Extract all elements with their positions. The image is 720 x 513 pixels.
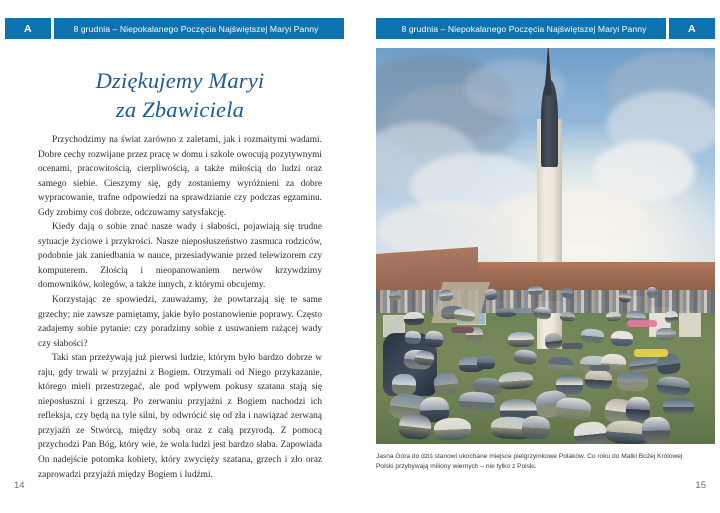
right-running-head-text: 8 grudnia – Niepokalanego Poczęcia Najświętszej Maryi Panny xyxy=(376,18,666,39)
photo-caption: Jasna Góra do dziś stanowi ukochane miejsce pielgrzymkowe Polaków. Co roku do Matki Bożej Królowej Polski przybywają miliony wiernych – nie tylko z Polski. xyxy=(376,453,683,471)
pilgrim-figure xyxy=(405,330,422,344)
pilgrim-figure xyxy=(617,371,648,391)
pilgrim-figure xyxy=(548,356,573,373)
right-page-number: 15 xyxy=(695,480,706,491)
photo-canvas xyxy=(376,48,715,444)
pilgrim-figure xyxy=(398,412,432,441)
pilgrim-figure xyxy=(665,311,679,324)
pilgrim-figure xyxy=(544,332,563,350)
right-running-head xyxy=(376,18,715,39)
pilgrim-figure xyxy=(439,289,454,301)
pilgrim-figure xyxy=(404,311,425,325)
body-paragraph: Taki stan przeżywają już pierwsi ludzie, którym było bardzo dobrze w raju, gdy trwali w przyjaźni z Bogiem. Otrzymali od Niego przykazanie, którego mieli przestrzegać, ale pod wpływem pokusy szatana stają się nieposłuszni i grzeszą. Po zerwaniu przyjaźni z Bogiem nachodzi ich refleksja, czy będą na tyle silni, by odwrócić się od zła i nawiązać zerwaną przyjaźń ze Stwórcą, między sobą oraz z całą przyrodą. Z pomocą przychodzi Pan Bóg, który wie, że wola ludzi jest bardzo słaba. Zapowiada On nadejście potomka kobiety, który zwycięży szatana, grzech i zło oraz zaprowadzi przyjaźń między Bogiem i ludźmi. xyxy=(38,353,322,480)
pilgrim-figure xyxy=(646,287,657,298)
pilgrim-figure xyxy=(663,398,694,415)
body-text-column xyxy=(38,133,322,482)
pilgrim-figure xyxy=(580,328,604,344)
jasna-gora-photo xyxy=(376,48,715,444)
pilgrim-figure xyxy=(389,291,401,300)
pilgrim-figure xyxy=(611,330,633,346)
sleeping-mat xyxy=(562,343,582,349)
left-running-head xyxy=(5,18,344,39)
right-page xyxy=(360,0,720,513)
pilgrim-figure xyxy=(425,331,444,348)
sleeping-mat xyxy=(627,320,658,326)
page-title-line-1: Dziękujemy Maryi xyxy=(95,68,265,94)
pilgrim-figure xyxy=(514,349,538,365)
pilgrim-figure xyxy=(528,285,544,295)
pilgrim-figure xyxy=(391,373,416,395)
left-section-badge: A xyxy=(5,18,51,39)
pilgrim-figure xyxy=(499,371,534,390)
pilgrim-figure xyxy=(573,420,608,444)
pilgrim-figure xyxy=(484,288,497,301)
sleeping-mat xyxy=(634,349,668,357)
pilgrim-figure xyxy=(656,327,676,339)
right-section-badge: A xyxy=(669,18,715,39)
left-page-number: 14 xyxy=(14,480,25,491)
pilgrim-figure xyxy=(477,356,496,370)
body-paragraph: Korzystając ze spowiedzi, zauważamy, że powtarzają się te same grzechy; nie zawsze pamiętamy, jakie było postanowienie poprawy. Często zadajemy sobie pytanie: czy poradzimy sobie z usuwaniem rażącej wady czy słabości? xyxy=(38,295,322,349)
sleeping-mat xyxy=(590,365,610,371)
page-title xyxy=(0,67,360,125)
pilgrim-figure xyxy=(619,293,632,304)
body-paragraph: Kiedy dają o sobie znać nasze wady i słabości, pojawiają się trudne sytuacje życiowe i przykrości. Nasze nieposłuszeństwo zasmuca rodziców, podobnie jak zaniedbania w nauce, przesiadywanie przed telewizorem czy komputerem. Złością i nieopanowaniem nerwów krzywdzimy domowników, kolegów, a także innych, z którymi obcujemy. xyxy=(38,222,322,291)
pilgrim-figure xyxy=(555,396,592,420)
pilgrim-figure xyxy=(560,312,575,322)
sleeping-mat xyxy=(512,308,532,313)
sleeping-mat xyxy=(451,327,475,333)
page-title-line-2: za Zbawiciela xyxy=(115,96,245,122)
pilgrim-figure xyxy=(433,372,460,396)
left-running-head-text: 8 grudnia – Niepokalanego Poczęcia Najświętszej Maryi Panny xyxy=(54,18,344,39)
prostrate-pilgrims xyxy=(376,286,715,444)
pilgrim-figure xyxy=(584,369,612,389)
pilgrim-figure xyxy=(521,415,550,440)
pilgrim-figure xyxy=(642,417,670,444)
pilgrim-figure xyxy=(433,418,471,442)
pilgrim-figure xyxy=(605,311,621,321)
body-paragraph: Przychodzimy na świat zarówno z zaletami, jak i rozmaitymi wadami. Dobre cechy rozwijane przez pracę w domu i szkole owocują pozytywnymi ocenami, pracowitością, cierpliwością, a także miłością do ludzi oraz samego siebie. Cieszymy się, gdy zostaniemy wyróżnieni za dobre wypracowanie, trafne odpowiedzi na sprawdzianie czy podczas egzaminu. Gdy zrobimy coś dobrze, odczuwamy satysfakcję. xyxy=(38,135,322,218)
pilgrim-figure xyxy=(508,332,534,348)
pilgrim-figure xyxy=(534,306,552,319)
pilgrim-figure xyxy=(656,375,691,396)
pilgrim-figure xyxy=(562,288,574,299)
